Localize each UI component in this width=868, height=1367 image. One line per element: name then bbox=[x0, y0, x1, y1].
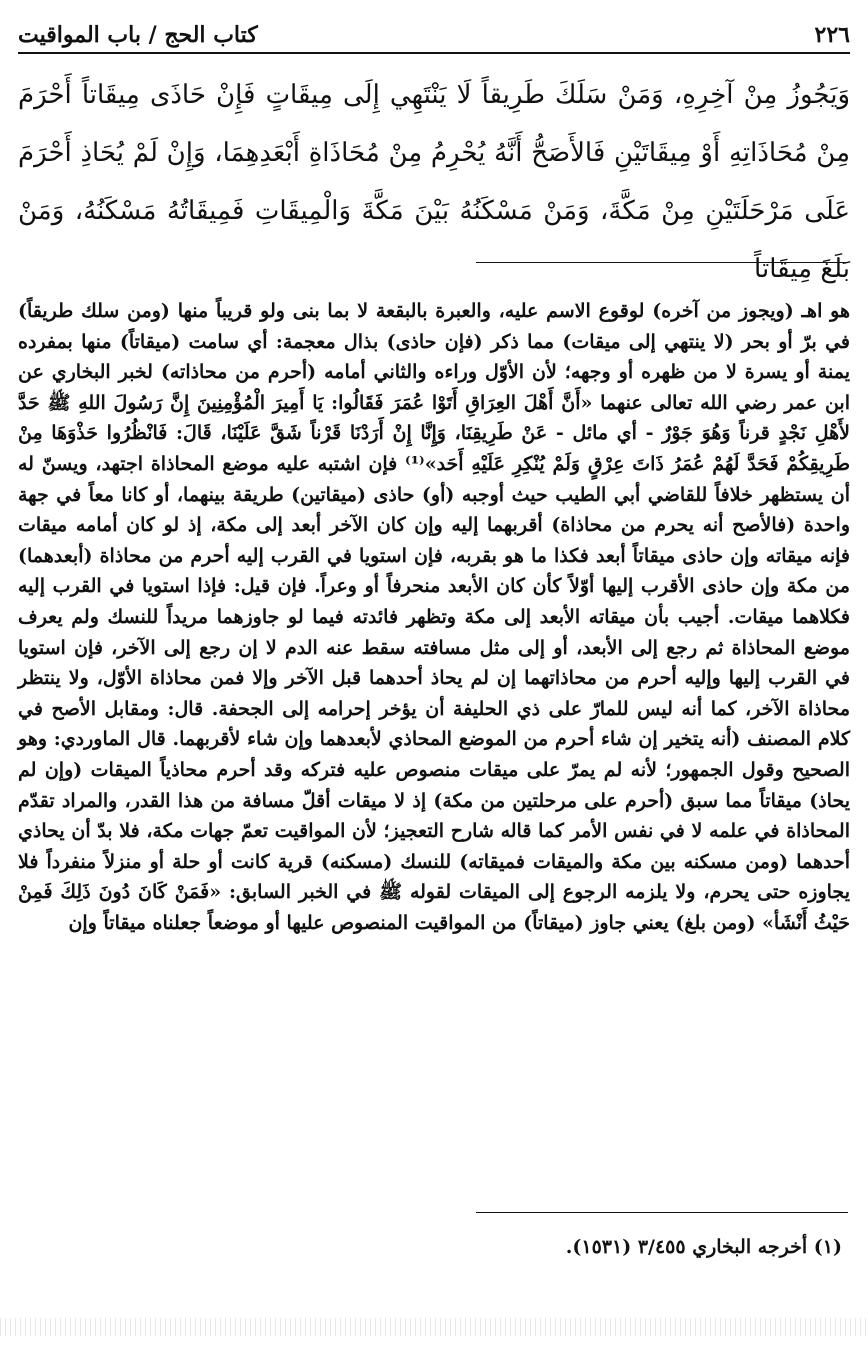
matn-text-block bbox=[18, 66, 850, 298]
page-number: ٢٢٦ bbox=[814, 22, 850, 48]
matn-paragraph: وَيَجُوزُ مِنْ آخِرِهِ، وَمَنْ سَلَكَ طَرِيقاً لَا يَنْتَهِي إِلَى مِيقَاتٍ فَإِنْ حَاذَى مِيقَاتاً أَحْرَمَ مِنْ مُحَاذَاتِهِ أَوْ مِيقَاتَيْنِ فَالأَصَحُّ أَنَّهُ يُحْرِمُ مِنْ مُحَاذَاةِ أَبْعَدِهِمَا، وَإِنْ لَمْ يُحَاذِ أَحْرَمَ عَلَى مَرْحَلَتَيْنِ مِنْ مَكَّةَ، وَمَنْ مَسْكَنُهُ بَيْنَ مَكَّةَ وَالْمِيقَاتِ فَمِيقَاتُهُ مَسْكَنُهُ، وَمَنْ بَلَغَ مِيقَاتاً bbox=[18, 80, 850, 284]
footnote: (١) أخرجه البخاري ٣/٤٥٥ (١٥٣١). bbox=[565, 1236, 842, 1258]
page-header bbox=[18, 12, 850, 54]
scan-artifact bbox=[0, 1318, 868, 1336]
footnote-divider bbox=[476, 1212, 848, 1213]
matn-divider bbox=[476, 262, 848, 263]
commentary-paragraph: هو اهـ (ويجوز من آخره) لوقوع الاسم عليه، والعبرة بالبقعة لا بما بنى ولو قريباً منها (ومن سلك طريقاً) في برّ أو بحر (لا ينتهي إلى ميقات) مما ذكر (فإن حاذى) بذال معجمة: أي سامت (ميقاتاً) منها بمفرده يمنة أو يسرة لا من ظهره أو وجهه؛ لأن الأوّل وراءه والثاني أمامه (أحرم من محاذاته) لخبر البخاري عن ابن عمر رضي الله تعالى عنهما «أَنَّ أَهْلَ العِرَاقِ أَتَوْا عُمَرَ فَقَالُوا: يَا أَمِيرَ الْمُؤْمِنِينَ إِنَّ رَسُولَ اللهِ ﷺ حَدَّ لأَهْلِ نَجْدٍ قرناً وَهُوَ جَوْرٌ - أي مائل - عَنْ طَرِيقِنَا، وَإِنَّا إِنْ أَرَدْنَا قَرْناً شَقَّ عَلَيْنَا، قَالَ: فَانْظُرُوا حَذْوَهَا مِنْ طَرِيقِكُمْ فَحَدَّ لَهُمْ عُمَرُ ذَاتَ عِرْقٍ وَلَمْ يُنْكِرِ عَلَيْهِ أَحَد»⁽¹⁾ فإن اشتبه عليه موضع المحاذاة اجتهد، ويسنّ له أن يستظهر خلافاً للقاضي أبي الطيب حيث أوجبه (أو) حاذى (ميقاتين) طريقة بينهما، أو كانا معاً في جهة واحدة (فالأصح أنه يحرم من محاذاة) أقربهما إليه وإن كان الآخر أبعد إلى مكة، إذ لو كان أمامه ميقات فإنه ميقاته وإن حاذى ميقاتاً أبعد فكذا ما هو بقربه، فإن استويا في القرب إليه أحرم من محاذاة (أبعدهما) من مكة وإن حاذى الأقرب إليها أوّلاً كأن كان الأبعد منحرفاً أو وعراً. فإن قيل: فإذا استويا في القرب إليه فكلاهما ميقات. أجيب بأن ميقاته الأبعد إلى مكة وتظهر فائدته فيما لو جاوزهما مريداً للنسك ولم يعرف موضع المحاذاة ثم رجع إلى الأبعد، أو إلى مثل مسافته سقط عنه الدم لا إن رجع إلى الآخر، فإن استويا في القرب إليها وإليه أحرم من محاذاتهما إن لم يحاذ أحدهما قبل الآخر وإلا فمن محاذاة الأوّل، ولا ينتظر محاذاة الآخر، كما أنه ليس للمارّ على ذي الحليفة أن يؤخر إحرامه إلى الجحفة. قال: ومقابل الأصح في كلام المصنف (أنه يتخير إن شاء أحرم من الموضع المحاذي لأبعدهما وإن شاء لأقربهما. قال الماوردي: وهو الصحيح وقول الجمهور؛ لأنه لم يمرّ على ميقات منصوص عليه فتركه وقد أحرم محاذياً الميقات (وإن لم يحاذ) ميقاتاً مما سبق (أحرم على مرحلتين من مكة) إذ لا ميقات أقلّ مسافة من هذا القدر، والمراد تقدّم المحاذاة في علمه لا في نفس الأمر كما قاله شارح التعجيز؛ لأن المواقيت تعمّ جهات مكة، فلا بدّ أن يحاذي أحدهما (ومن مسكنه بين مكة والميقات فميقاته) للنسك (مسكنه) قرية كانت أو حلة أو منزلاً منفرداً فلا يجاوزه حتى يحرم، ولا يلزمه الرجوع إلى الميقات لقوله ﷺ في الخبر السابق: «فَمَنْ كَانَ دُونَ ذَلِكَ فَمِنْ حَيْثُ أَنْشَأ» (ومن بلغ) يعني جاوز (ميقاتاً) من المواقيت المنصوص عليها أو موضعاً جعلناه ميقاتاً وإن bbox=[18, 300, 851, 934]
running-title: كتاب الحج / باب المواقيت bbox=[18, 22, 258, 48]
commentary-text-block bbox=[18, 296, 850, 938]
